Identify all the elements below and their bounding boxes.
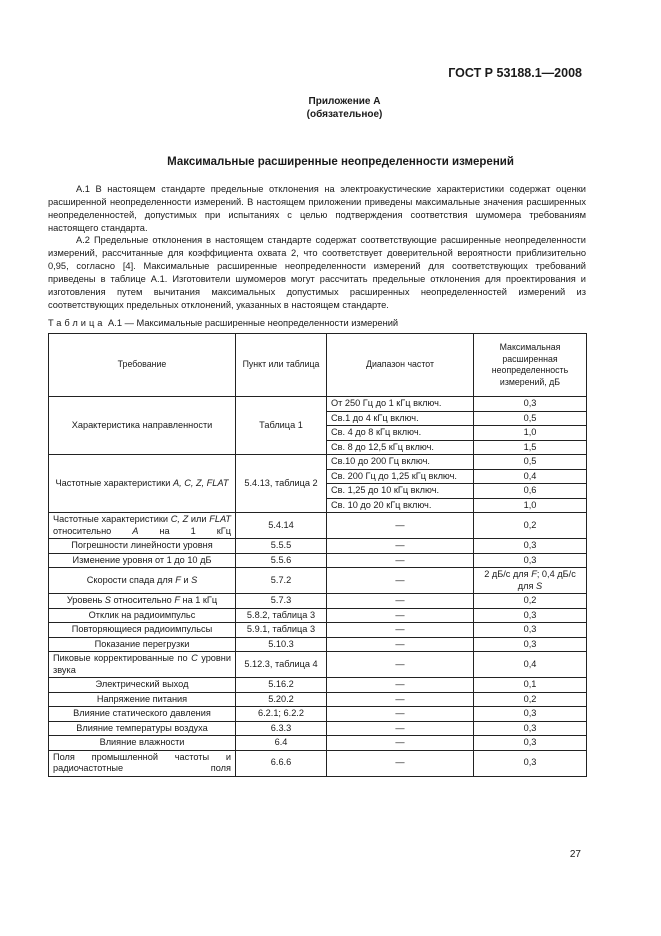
clause-cell: 5.4.13, таблица 2 <box>236 455 327 513</box>
value-cell: 0,6 <box>474 484 587 499</box>
range-cell: Св.10 до 200 Гц включ. <box>327 455 474 470</box>
table-row <box>49 707 587 722</box>
clause-cell: 5.7.3 <box>236 594 327 609</box>
requirement-cell: Электрический выход <box>49 678 236 693</box>
requirement-text: на 1 кГц <box>179 595 218 605</box>
uncertainty-table <box>48 333 587 777</box>
value-cell: 0,3 <box>474 623 587 638</box>
range-cell: — <box>327 623 474 638</box>
value-cell: 0,3 <box>474 750 587 776</box>
table-row <box>49 455 587 470</box>
value-cell: 0,4 <box>474 469 587 484</box>
paragraph-text: А.2 Предельные отклонения в настоящем стандарте содержат соответствующие расширенные неопределенности измерений, рассчитанные для коэффициента охвата 2, что соответствует доверительной вероятности приблизительно 0,95, согласно [4]. Максимальные расширенные неопределенности измерений для соответствующих требований приведены в таблице А.1. Изготовители шумомеров могут рассчитать предельные отклонения для проектирования и изготовления путем вычитания максимальных допустимых расширенных неопределенностей измерений из соответствующих предельных отклонений, указанных в настоящем стандарте. <box>48 235 586 311</box>
table-row <box>49 637 587 652</box>
requirement-cell: Влияние влажности <box>49 736 236 751</box>
value-cell: 1,0 <box>474 426 587 441</box>
table-row <box>49 513 587 539</box>
requirement-cell <box>49 455 236 513</box>
value-italic: S <box>536 580 543 591</box>
requirement-cell: Поля промышленной частоты и радиочастотные поля <box>49 750 236 776</box>
clause-cell: Таблица 1 <box>236 397 327 455</box>
requirement-text: или <box>188 514 210 524</box>
clause-cell: 5.16.2 <box>236 678 327 693</box>
value-text: 2 дБ/с для <box>484 569 532 579</box>
value-cell: 0,2 <box>474 513 587 539</box>
range-cell: — <box>327 594 474 609</box>
range-cell: Св. 10 до 20 кГц включ. <box>327 498 474 513</box>
section-heading: Максимальные расширенные неопределенности измерений <box>167 156 514 168</box>
table-row <box>49 652 587 678</box>
value-cell: 0,1 <box>474 678 587 693</box>
clause-cell: 5.12.3, таблица 4 <box>236 652 327 678</box>
standard-designation: ГОСТ Р 53188.1—2008 <box>448 66 582 80</box>
clause-cell: 6.4 <box>236 736 327 751</box>
requirement-cell: Погрешности линейности уровня <box>49 539 236 554</box>
paragraph-a1 <box>48 183 586 235</box>
table-row <box>49 608 587 623</box>
table-header-row <box>49 334 587 397</box>
table-row <box>49 568 587 594</box>
clause-cell: 5.4.14 <box>236 513 327 539</box>
table-caption <box>48 318 398 328</box>
table-row <box>49 678 587 693</box>
range-cell: Св. 8 до 12,5 кГц включ. <box>327 440 474 455</box>
value-italic: F <box>531 569 537 579</box>
requirement-cell: Показание перегрузки <box>49 637 236 652</box>
range-cell: — <box>327 652 474 678</box>
value-cell: 0,3 <box>474 637 587 652</box>
value-cell: 0,3 <box>474 608 587 623</box>
clause-cell: 5.5.6 <box>236 553 327 568</box>
annex-status: (обязательное) <box>306 109 383 120</box>
value-cell: 1,0 <box>474 498 587 513</box>
table-caption-text: А.1 — Максимальные расширенные неопределенности измерений <box>108 318 399 328</box>
table-row <box>49 553 587 568</box>
requirement-text: уровни звука <box>53 653 231 675</box>
value-cell <box>474 568 587 594</box>
header-requirement: Требование <box>49 334 236 397</box>
clause-cell: 5.10.3 <box>236 637 327 652</box>
table-caption-prefix: Таблица <box>48 318 106 328</box>
header-clause: Пункт или таблица <box>236 334 327 397</box>
value-cell: 0,2 <box>474 594 587 609</box>
range-cell: Св.1 до 4 кГц включ. <box>327 411 474 426</box>
value-cell: 0,3 <box>474 721 587 736</box>
table-row <box>49 721 587 736</box>
requirement-text: Частотные характеристики <box>53 514 171 524</box>
table-row <box>49 750 587 776</box>
requirement-text: Пиковые корректированные по <box>53 653 192 663</box>
requirement-italic: C <box>191 653 198 663</box>
requirement-italic: A <box>132 525 139 536</box>
table-row <box>49 736 587 751</box>
clause-cell: 5.9.1, таблица 3 <box>236 623 327 638</box>
value-cell: 0,2 <box>474 692 587 707</box>
table-row <box>49 692 587 707</box>
range-cell: — <box>327 513 474 539</box>
paragraph-text: А.1 В настоящем стандарте предельные отклонения на электроакустические характеристики содержат оценки расширенной неопределенности измерений. В настоящем приложении приведены максимальные значения расширенных неопределенностей, допустимых при испытаниях с целью подтверждения соответствия шумомера требованиям настоящего стандарта. <box>48 184 586 234</box>
value-cell: 0,3 <box>474 553 587 568</box>
clause-cell: 6.2.1; 6.2.2 <box>236 707 327 722</box>
paragraph-a2 <box>48 234 586 313</box>
range-cell: — <box>327 539 474 554</box>
value-cell: 0,5 <box>474 455 587 470</box>
requirement-italic: S <box>104 595 111 605</box>
requirement-text: на 1 кГц <box>138 525 231 536</box>
requirement-italic: A, C, Z, FLAT <box>172 477 229 488</box>
requirement-italic: F <box>175 574 181 585</box>
requirement-italic: F <box>174 595 180 605</box>
value-cell: 1,5 <box>474 440 587 455</box>
range-cell: — <box>327 707 474 722</box>
clause-cell: 5.5.5 <box>236 539 327 554</box>
range-cell: — <box>327 568 474 594</box>
requirement-text: относительно <box>110 595 175 605</box>
requirement-text: Уровень <box>66 595 105 605</box>
requirement-cell: Влияние статического давления <box>49 707 236 722</box>
range-cell: — <box>327 750 474 776</box>
requirement-cell: Повторяющиеся радиоимпульсы <box>49 623 236 638</box>
table-row <box>49 397 587 412</box>
clause-cell: 5.20.2 <box>236 692 327 707</box>
requirement-italic: C, Z <box>170 514 189 524</box>
requirement-cell: Характеристика направленности <box>49 397 236 455</box>
table-row <box>49 594 587 609</box>
requirement-cell <box>49 568 236 594</box>
range-cell: От 250 Гц до 1 кГц включ. <box>327 397 474 412</box>
requirement-cell: Изменение уровня от 1 до 10 дБ <box>49 553 236 568</box>
requirement-text: Частотные характеристики <box>55 477 173 488</box>
clause-cell: 6.3.3 <box>236 721 327 736</box>
range-cell: Св. 4 до 8 кГц включ. <box>327 426 474 441</box>
requirement-cell: Влияние температуры воздуха <box>49 721 236 736</box>
requirement-italic: S <box>191 574 198 585</box>
requirement-text: и <box>180 574 192 585</box>
value-text: ; 0,4 дБ/с для <box>517 569 576 591</box>
table-row <box>49 623 587 638</box>
value-cell: 0,3 <box>474 539 587 554</box>
clause-cell: 6.6.6 <box>236 750 327 776</box>
requirement-cell: Напряжение питания <box>49 692 236 707</box>
requirement-text: Скорости спада для <box>86 574 176 585</box>
value-cell: 0,3 <box>474 707 587 722</box>
requirement-cell <box>49 513 236 539</box>
range-cell: Св. 1,25 до 10 кГц включ. <box>327 484 474 499</box>
value-cell: 0,3 <box>474 397 587 412</box>
range-cell: — <box>327 678 474 693</box>
range-cell: Св. 200 Гц до 1,25 кГц включ. <box>327 469 474 484</box>
annex-title: Приложение А <box>308 96 381 107</box>
clause-cell: 5.7.2 <box>236 568 327 594</box>
range-cell: — <box>327 721 474 736</box>
value-cell: 0,3 <box>474 736 587 751</box>
value-cell: 0,4 <box>474 652 587 678</box>
requirement-cell <box>49 594 236 609</box>
range-cell: — <box>327 736 474 751</box>
requirement-italic: FLAT <box>209 514 231 524</box>
value-cell: 0,5 <box>474 411 587 426</box>
header-frequency-range: Диапазон частот <box>327 334 474 397</box>
range-cell: — <box>327 692 474 707</box>
range-cell: — <box>327 553 474 568</box>
range-cell: — <box>327 637 474 652</box>
requirement-cell: Отклик на радиоимпульс <box>49 608 236 623</box>
annex-heading <box>0 95 661 121</box>
page-number: 27 <box>569 849 581 860</box>
requirement-cell <box>49 652 236 678</box>
requirement-text: относительно <box>53 525 133 536</box>
header-max-uncertainty: Максимальная расширенная неопределенность измерений, дБ <box>474 334 587 397</box>
table-row <box>49 539 587 554</box>
clause-cell: 5.8.2, таблица 3 <box>236 608 327 623</box>
range-cell: — <box>327 608 474 623</box>
